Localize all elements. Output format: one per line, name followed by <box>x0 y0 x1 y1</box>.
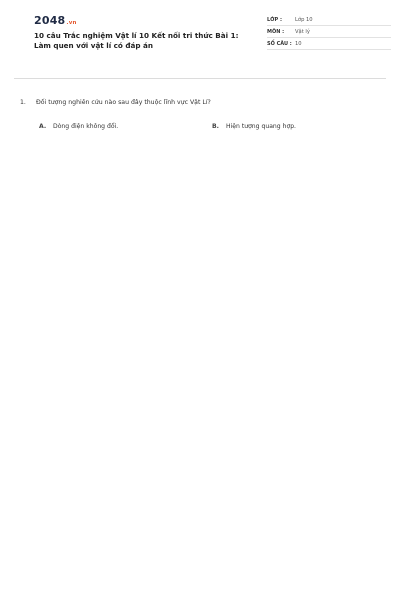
header-divider <box>14 78 386 79</box>
site-logo[interactable] <box>34 14 77 27</box>
option-a[interactable] <box>39 122 199 132</box>
meta-row-class <box>267 14 391 26</box>
page-title: 10 câu Trắc nghiệm Vật lí 10 Kết nối tri thức Bài 1: Làm quen với vật lí có đáp án <box>34 31 239 50</box>
logo-main: 2048 <box>34 14 66 27</box>
logo-tld: .vn <box>66 20 77 26</box>
worksheet-header <box>14 0 386 66</box>
option-letter: A. <box>39 123 47 130</box>
meta-row-subject <box>267 26 391 38</box>
meta-value: Vật lý <box>295 28 310 35</box>
worksheet-meta <box>267 14 391 50</box>
option-letter: B. <box>212 123 219 130</box>
question-text <box>14 98 386 108</box>
meta-value: Lớp 10 <box>295 16 313 23</box>
meta-row-count <box>267 38 391 50</box>
option-text: Hiện tượng quang hợp. <box>226 123 296 130</box>
question-1 <box>14 98 386 108</box>
meta-label: MÔN : <box>267 28 285 35</box>
option-text: Dòng điện không đổi. <box>53 123 119 130</box>
question-number: 1. <box>20 99 26 106</box>
meta-label: LỚP : <box>267 16 282 23</box>
question-stem: Đối tượng nghiên cứu nào sau đây thuộc lĩnh vực Vật Lí? <box>36 99 211 106</box>
meta-value: 10 <box>295 40 302 47</box>
meta-label: SỐ CÂU : <box>267 40 292 47</box>
option-b[interactable] <box>212 122 382 132</box>
